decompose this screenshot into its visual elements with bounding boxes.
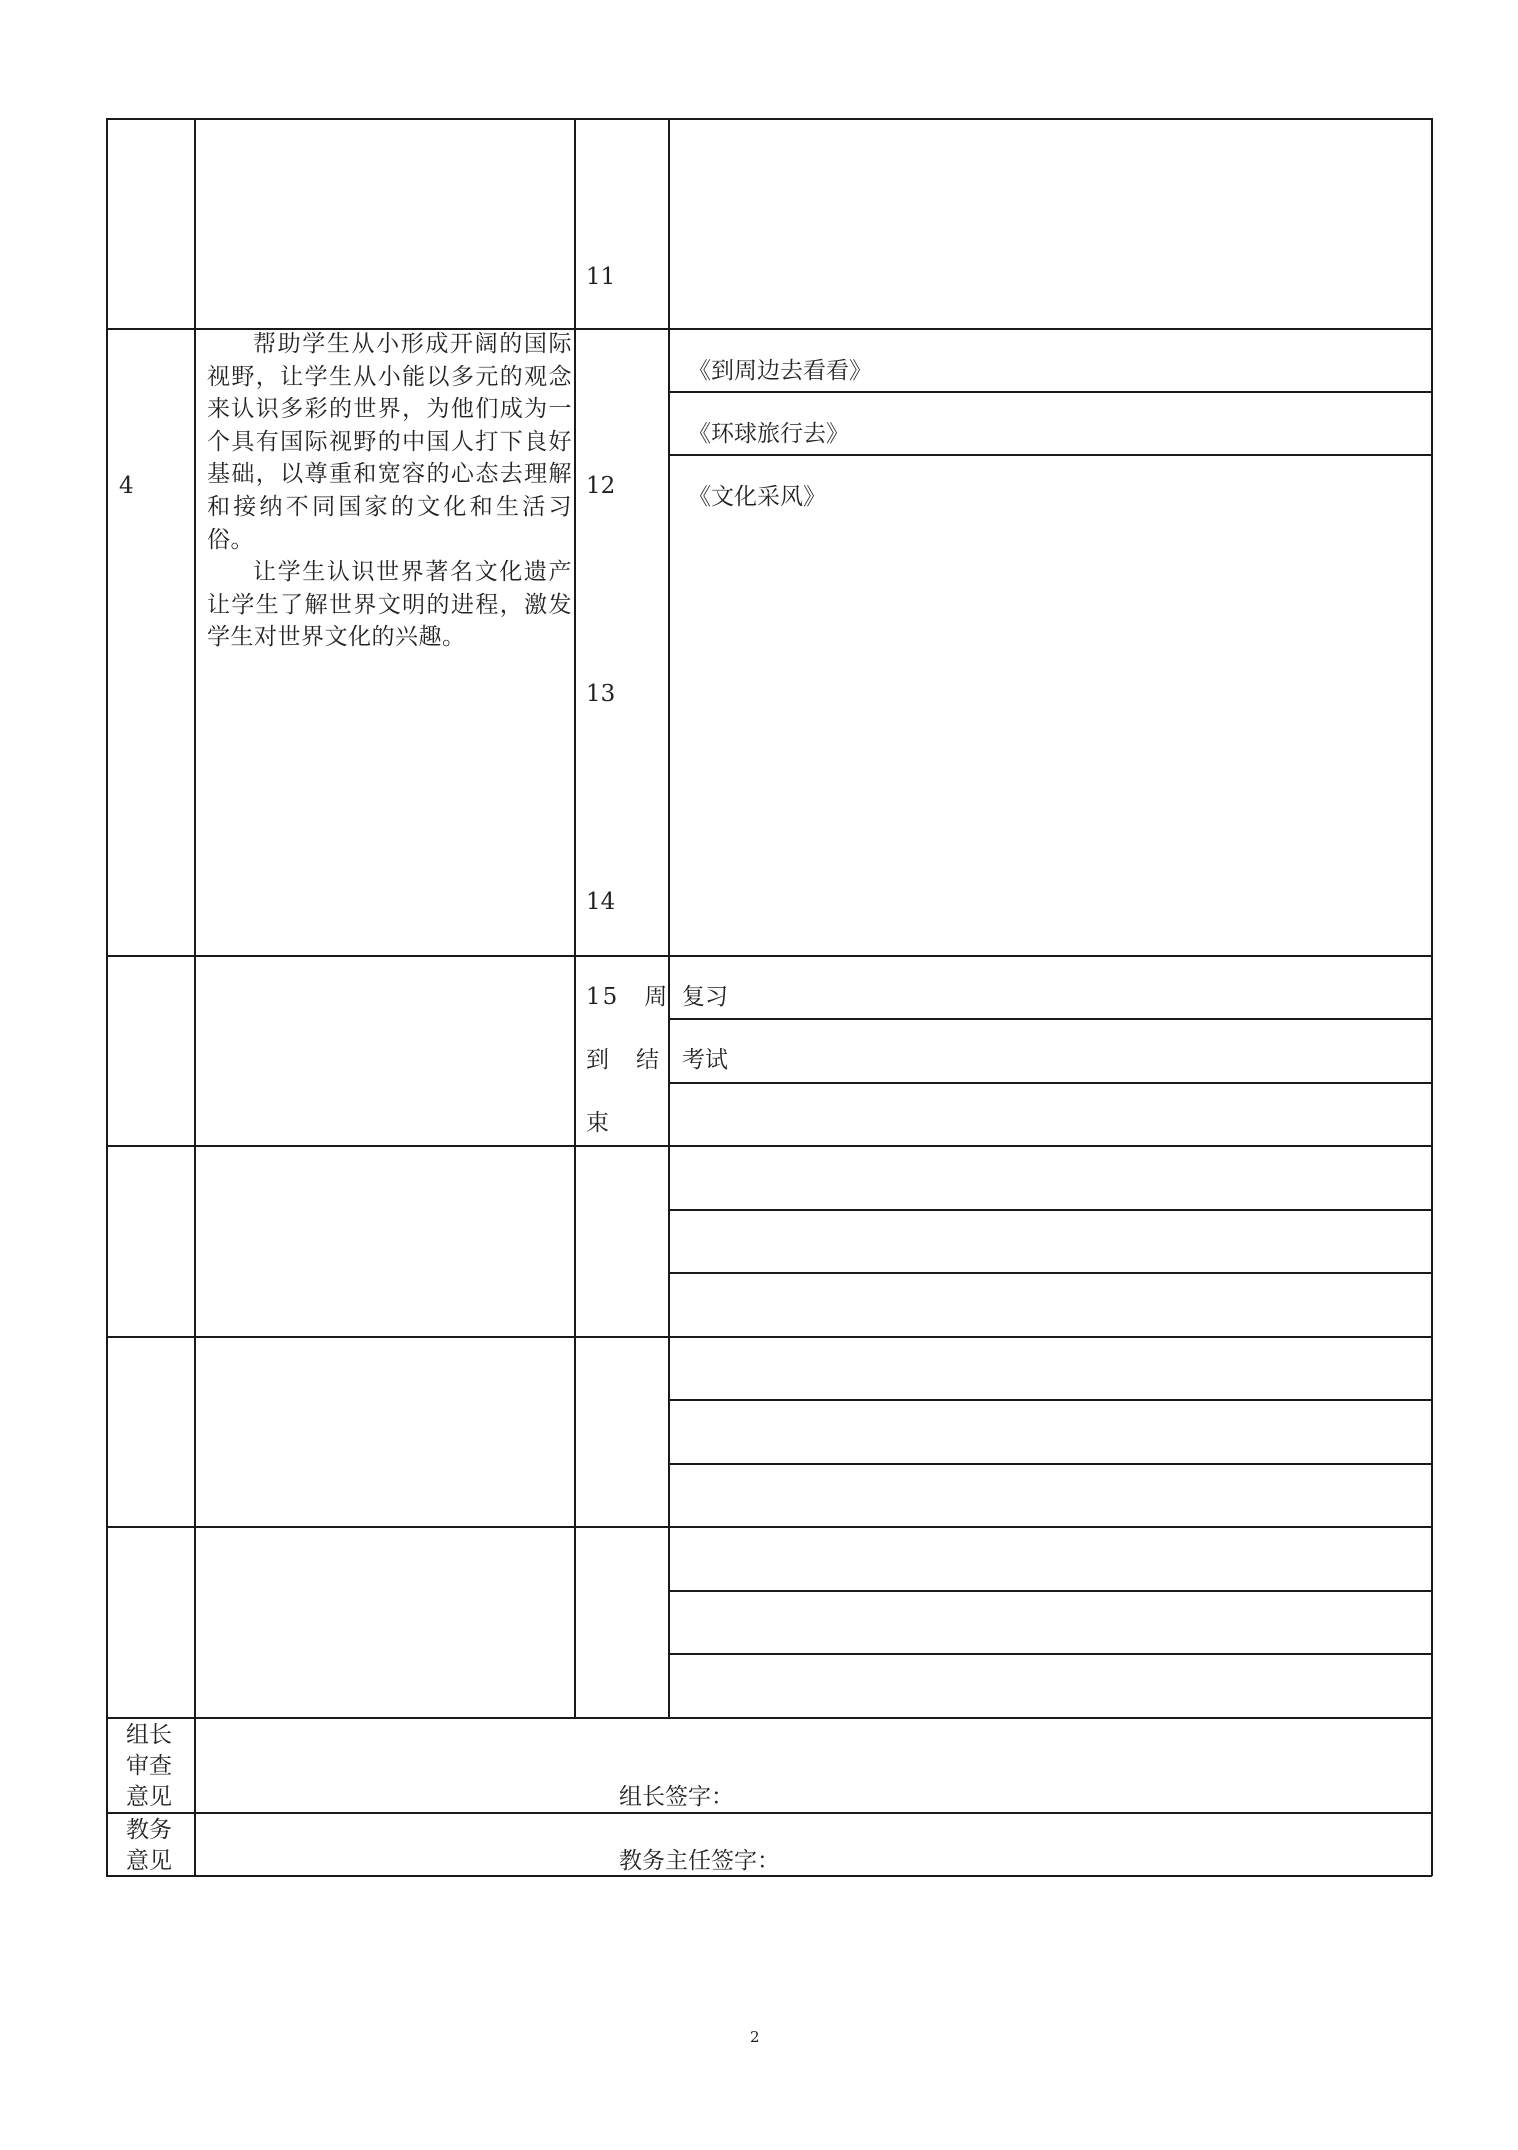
table-rule (668, 391, 1432, 393)
lesson-title: 《环球旅行去》 (688, 421, 849, 447)
group-leader-label-line: 意见 (126, 1784, 172, 1810)
week-cell: 12 (586, 473, 616, 499)
table-rule (106, 118, 108, 1876)
table-rule (668, 1082, 1432, 1084)
goal-paragraph: 帮助学生从小形成开阔的国际视野，让学生从小能以多元的观念来认识多彩的世界，为他们成为一个具有国际视野的中国人打下良好基础，以尊重和宽容的心态去理解和接纳不同国家的文化和生活习俗。 (207, 331, 572, 553)
table-rule (106, 955, 1432, 957)
group-leader-label-line: 审查 (126, 1753, 172, 1779)
table-rule (1431, 118, 1433, 1876)
unit-goal-text (207, 328, 572, 654)
review-item: 复习 (682, 984, 728, 1010)
table-rule (668, 118, 670, 1718)
table-rule (668, 1272, 1432, 1274)
table-rule (574, 118, 576, 1718)
table-rule (106, 1812, 1432, 1814)
table-rule (106, 1526, 1432, 1528)
week-cell: 13 (586, 681, 616, 707)
table-rule (668, 1018, 1432, 1020)
academic-label-line: 教务 (126, 1817, 172, 1843)
week-range-line: 到 结 (586, 1047, 661, 1073)
week-range-line: 束 (586, 1110, 609, 1136)
group-leader-label-line: 组长 (126, 1722, 172, 1748)
table-rule (106, 1717, 1432, 1719)
group-leader-signature: 组长签字： (619, 1784, 734, 1810)
table-rule (106, 1336, 1432, 1338)
week-range-line: 15 周 (586, 984, 670, 1010)
page-number: 2 (750, 2028, 760, 2046)
review-item: 考试 (682, 1047, 728, 1073)
table-rule (668, 454, 1432, 456)
week-cell: 14 (586, 889, 616, 915)
goal-paragraph: 让学生认识世界著名文化遗产让学生了解世界文明的进程，激发学生对世界文化的兴趣。 (207, 559, 572, 651)
table-rule (668, 1209, 1432, 1211)
table-rule (106, 118, 1432, 120)
table-rule (668, 1590, 1432, 1592)
table-rule (194, 118, 196, 1876)
academic-signature: 教务主任签字： (619, 1848, 780, 1874)
table-rule (106, 1145, 1432, 1147)
table-rule (668, 1399, 1432, 1401)
lesson-title: 《文化采风》 (688, 484, 826, 510)
lesson-title: 《到周边去看看》 (688, 358, 872, 384)
table-rule (668, 1653, 1432, 1655)
table-rule (668, 1463, 1432, 1465)
academic-label-line: 意见 (126, 1848, 172, 1874)
week-cell: 11 (586, 264, 616, 290)
unit-number: 4 (119, 473, 134, 499)
